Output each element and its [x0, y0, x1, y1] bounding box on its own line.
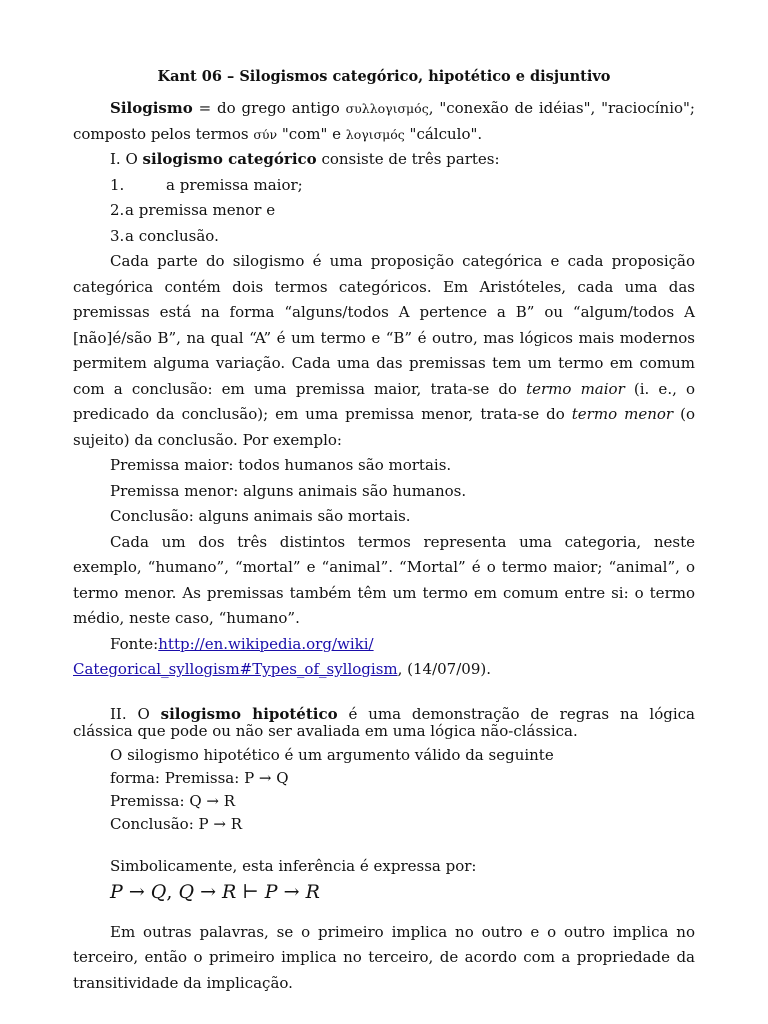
list-item — [73, 173, 695, 199]
list-item-text: a conclusão. — [125, 226, 219, 245]
hypothetical-lead-bold: silogismo hipotético — [160, 704, 338, 723]
greek-word-syllogismos: συλλογισμός — [345, 101, 429, 116]
hypothetical-line-4: Conclusão: P → R — [110, 814, 243, 833]
hypothetical-lead-pre: II. O — [110, 704, 161, 723]
formula-arrow: → — [122, 880, 151, 903]
formula-expression — [110, 878, 695, 906]
formula-symbol: P — [264, 880, 278, 903]
document-title: Kant 06 – Silogismos categórico, hipotético e disjuntivo — [157, 68, 611, 85]
source-line-2 — [73, 657, 695, 683]
symbolic-intro: Simbolicamente, esta inferência é expressa por: — [110, 856, 477, 875]
formula-symbol: Q — [178, 880, 195, 903]
section-spacer — [73, 683, 695, 706]
greek-word-syn: σύν — [253, 126, 278, 142]
intro-term: Silogismo — [110, 99, 193, 117]
para1-text-b: (i. e., o predicado da conclusão); em uma premissa menor, trata-se do — [73, 379, 696, 423]
intro-text-4: "cálculo". — [404, 124, 483, 143]
categorical-paragraph-1 — [73, 249, 695, 453]
source-link-part-1[interactable]: http://en.wikipedia.org/wiki/ — [158, 634, 374, 653]
list-item-number: 1. — [110, 175, 125, 194]
formula-symbol: R — [305, 880, 320, 903]
list-item-text: a premissa maior; — [166, 175, 303, 194]
list-item-text: a premissa menor e — [125, 201, 276, 219]
list-item-number: 2. — [110, 201, 125, 219]
categorical-paragraph-2: Cada um dos três distintos termos representa uma categoria, neste exemplo, “humano”, “mortal” e “animal”. “Mortal” é o termo maior; “animal”, o termo menor. As premissas também têm um termo em comum entre si: o termo médio, neste caso, “humano”. — [73, 532, 695, 627]
categorical-lead-pre: I. O — [110, 150, 143, 168]
formula-turnstile: ⊢ — [236, 880, 265, 903]
formula-arrow: → — [277, 880, 306, 903]
example-major-premise: Premissa maior: todos humanos são mortais. — [110, 456, 452, 474]
formula-arrow: → — [194, 880, 223, 903]
hypothetical-line-3: Premissa: Q → R — [110, 791, 236, 810]
formula-comma: , — [166, 880, 179, 903]
list-item-number: 3. — [110, 226, 125, 245]
hypothetical-line-2: forma: Premissa: P → Q — [110, 768, 289, 787]
formula-symbol: Q — [150, 880, 167, 903]
hypothetical-paragraph: Em outras palavras, se o primeiro implica no outro e o outro implica no terceiro, então o primeiro implica no terceiro, de acordo com a propriedade da transitividade da implicação. — [73, 922, 695, 992]
source-line — [73, 632, 695, 658]
source-label: Fonte: — [110, 634, 159, 653]
categorical-lead-bold: silogismo categórico — [142, 150, 317, 168]
intro-text-1: = do grego antigo — [192, 99, 346, 117]
hypothetical-lead-post: é uma demonstração de regras na lógica clássica que pode ou não ser avaliada em uma lógica não-clássica. — [73, 704, 695, 740]
categorical-lead — [73, 147, 695, 173]
intro-text-3: "com" e — [277, 124, 346, 143]
formula-symbol: R — [222, 880, 237, 903]
term-minor-italic: termo menor — [571, 405, 674, 423]
list-item — [73, 198, 695, 224]
source-date: , (14/07/09). — [397, 660, 491, 678]
categorical-lead-post: consiste de três partes: — [316, 150, 500, 168]
list-item — [73, 224, 695, 250]
formula-symbol: P — [110, 880, 123, 903]
intro-text-2: , "conexão de idéias", "raciocínio"; composto pelos termos — [73, 99, 695, 143]
example-conclusion: Conclusão: alguns animais são mortais. — [110, 507, 411, 525]
para1-text-c: (o sujeito) da conclusão. Por exemplo: — [73, 405, 696, 449]
spacer — [73, 836, 695, 855]
document-page — [73, 66, 695, 996]
greek-word-logismos: λογισμός — [345, 126, 405, 142]
hypothetical-line-1: O silogismo hipotético é um argumento válido da seguinte — [110, 745, 554, 764]
intro-paragraph — [73, 96, 695, 147]
source-link-part-2[interactable]: Categorical_syllogism#Types_of_syllogism — [73, 660, 398, 678]
example-minor-premise: Premissa menor: alguns animais são humanos. — [110, 481, 467, 500]
para1-text-a: Cada parte do silogismo é uma proposição categórica e cada proposição categórica contém dois termos categóricos. Em Aristóteles, cada uma das premissas está na forma “alguns/todos A pertence a B” ou “algum/todos A [não]é/são B”, na qual “A” é um termo e “B” é outro, mas lógicos mais modernos permitem alguma variação. Cada uma das premissas tem um termo em comum com a conclusão: em uma premissa maior, trata-se do — [73, 252, 695, 398]
term-major-italic: termo maior — [526, 379, 625, 398]
hypothetical-lead — [73, 706, 695, 740]
